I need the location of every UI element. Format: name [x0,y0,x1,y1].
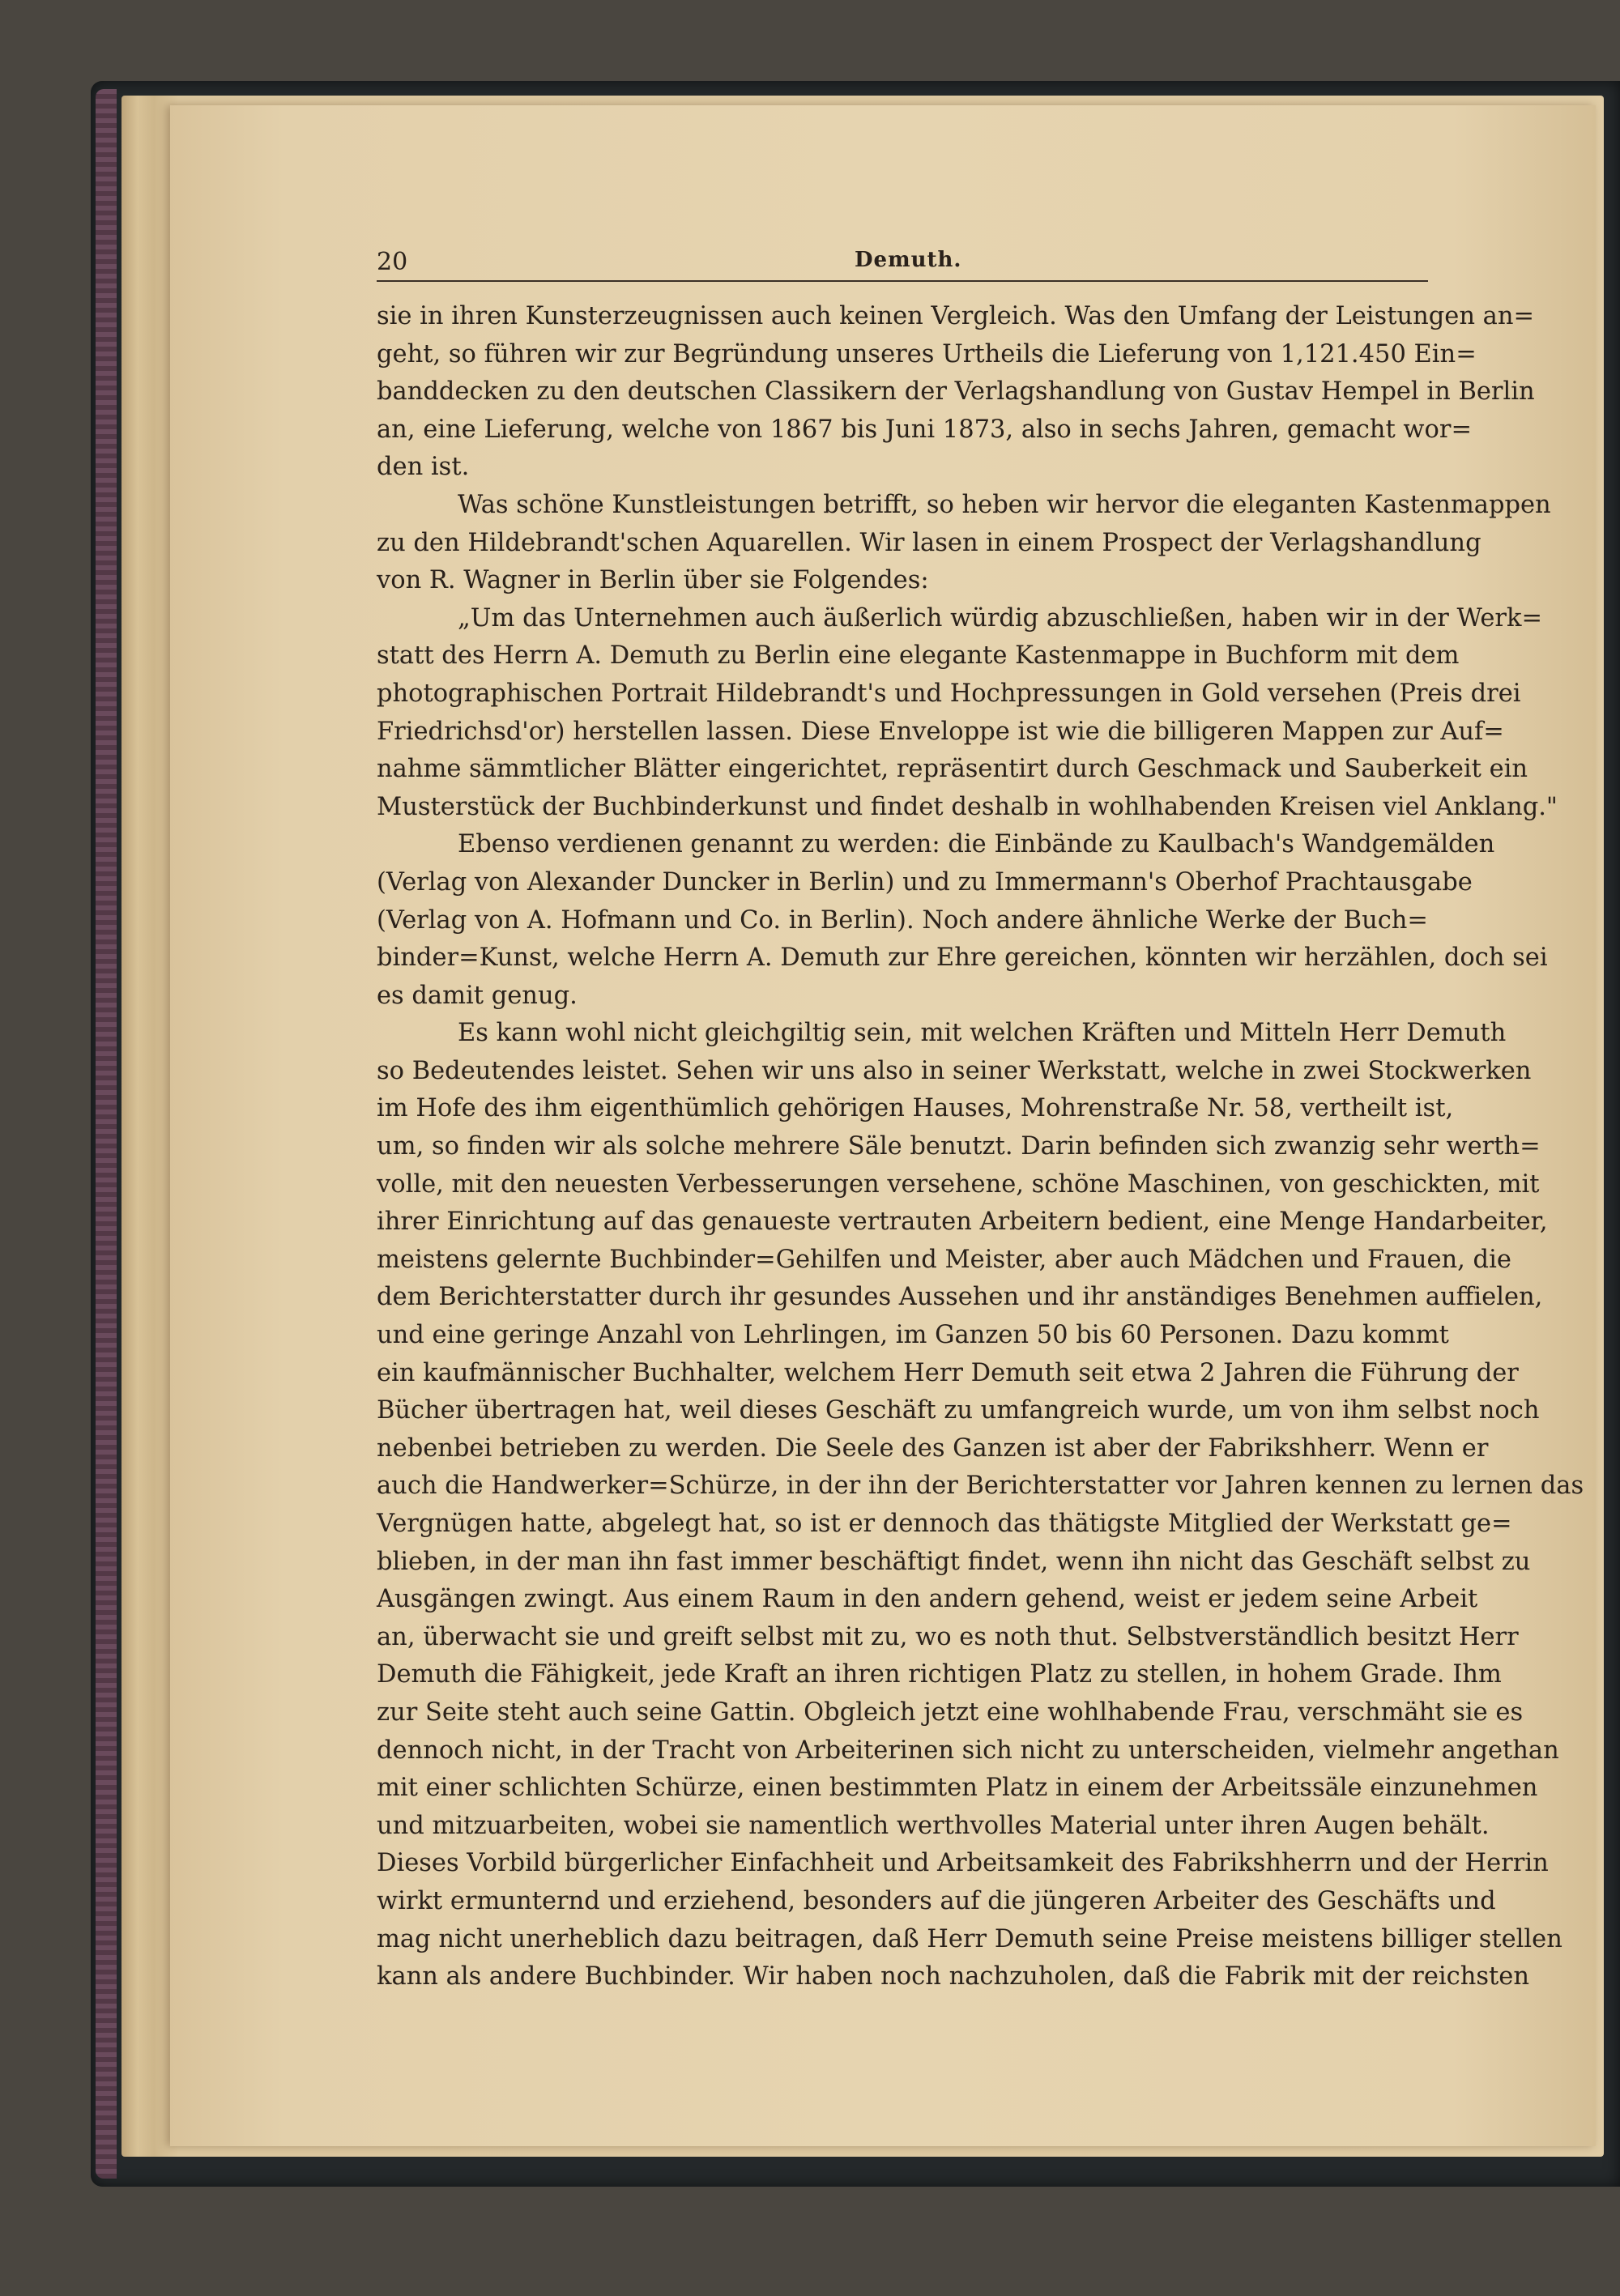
text-line: so Bedeutendes leistet. Sehen wir uns also in seiner Werkstatt, welche in zwei Stockwerken [377,1056,1532,1085]
text-line: ein kaufmännischer Buchhalter, welchem Herr Demuth seit etwa 2 Jahren die Führung der [377,1358,1519,1387]
page-number: 20 [377,248,408,276]
text-line: Musterstück der Buchbinderkunst und findet deshalb in wohlhabenden Kreisen viel Anklang." [377,792,1558,821]
text-line: statt des Herrn A. Demuth zu Berlin eine elegante Kastenmappe in Buchform mit dem [377,641,1460,671]
text-line: an, überwacht sie und greift selbst mit zu, wo es noth thut. Selbstverständlich besitzt Herr [377,1622,1519,1651]
text-line: geht, so führen wir zur Begründung unseres Urtheils die Lieferung von 1,121.450 Ein= [377,339,1477,368]
text-line: (Verlag von Alexander Duncker in Berlin) und zu Immermann's Oberhof Prachtausgabe [377,867,1473,897]
text-line: den ist. [377,453,470,482]
text-line: an, eine Lieferung, welche von 1867 bis Juni 1873, also in sechs Jahren, gemacht wor= [377,415,1473,444]
text-line: um, so finden wir als solche mehrere Säle benutzt. Darin befinden sich zwanzig sehr werth= [377,1132,1541,1161]
text-line: ihrer Einrichtung auf das genaueste vertrauten Arbeitern bedient, eine Menge Handarbeiter, [377,1208,1548,1237]
text-line: Friedrichsd'or) herstellen lassen. Diese Enveloppe ist wie die billigeren Mappen zur Auf= [377,717,1504,746]
text-line: wirkt ermunternd und erziehend, besonders auf die jüngeren Arbeiter des Geschäfts und [377,1886,1496,1915]
book-spine-binding [96,89,117,2179]
body-text [377,298,1584,1996]
running-header [377,243,1430,279]
text-line: blieben, in der man ihn fast immer beschäftigt findet, wenn ihn nicht das Geschäft selbst zu [377,1547,1531,1576]
text-line: und mitzuarbeiten, wobei sie namentlich werthvolles Material unter ihren Augen behält. [377,1811,1490,1840]
header-rule [377,280,1428,282]
text-line: auch die Handwerker=Schürze, in der ihn der Berichterstatter vor Jahren kennen zu lernen das [377,1472,1584,1501]
text-line: Was schöne Kunstleistungen betrifft, so heben wir hervor die eleganten Kastenmappen [458,490,1551,519]
text-line: Bücher übertragen hat, weil dieses Geschäft zu umfangreich wurde, um von ihm selbst noch [377,1396,1540,1425]
text-line: Es kann wohl nicht gleichgiltig sein, mit welchen Kräften und Mitteln Herr Demuth [458,1019,1507,1048]
text-line: dem Berichterstatter durch ihr gesundes Aussehen und ihr anständiges Benehmen auffielen, [377,1283,1543,1312]
text-line: Dieses Vorbild bürgerlicher Einfachheit und Arbeitsamkeit des Fabrikshherrn und der Herrin [377,1849,1549,1878]
text-line: photographischen Portrait Hildebrandt's und Hochpressungen in Gold versehen (Preis drei [377,679,1521,708]
text-line: mit einer schlichten Schürze, einen bestimmten Platz in einem der Arbeitssäle einzunehmen [377,1774,1538,1803]
text-line: Ausgängen zwingt. Aus einem Raum in den andern gehend, weist er jedem seine Arbeit [377,1585,1478,1614]
text-line: zu den Hildebrandt'schen Aquarellen. Wir lasen in einem Prospect der Verlagshandlung [377,528,1481,557]
text-line: volle, mit den neuesten Verbesserungen versehene, schöne Maschinen, von geschickten, mit [377,1169,1540,1199]
text-line: im Hofe des ihm eigenthümlich gehörigen Hauses, Mohrenstraße Nr. 58, vertheilt ist, [377,1094,1454,1123]
text-line: sie in ihren Kunsterzeugnissen auch keinen Vergleich. Was den Umfang der Leistungen an= [377,302,1535,330]
text-line: von R. Wagner in Berlin über sie Folgendes: [377,566,929,595]
text-line: dennoch nicht, in der Tracht von Arbeiterinen sich nicht zu unterscheiden, vielmehr angethan [377,1736,1559,1765]
text-line: „Um das Unternehmen auch äußerlich würdig abzuschließen, haben wir in der Werk= [458,603,1543,633]
text-line: banddecken zu den deutschen Classikern der Verlagshandlung von Gustav Hempel in Berlin [377,377,1535,407]
text-line: nahme sämmtlicher Blätter eingerichtet, repräsentirt durch Geschmack und Sauberkeit ein [377,755,1528,784]
text-line: kann als andere Buchbinder. Wir haben noch nachzuholen, daß die Fabrik mit der reichsten [377,1962,1529,1991]
text-line: zur Seite steht auch seine Gattin. Obgleich jetzt eine wohlhabende Frau, verschmäht sie es [377,1698,1524,1727]
text-line: Ebenso verdienen genannt zu werden: die Einbände zu Kaulbach's Wandgemälden [458,830,1495,859]
text-line: (Verlag von A. Hofmann und Co. in Berlin). Noch andere ähnliche Werke der Buch= [377,905,1428,935]
text-line: Demuth die Fähigkeit, jede Kraft an ihren richtigen Platz zu stellen, in hohem Grade. Ihm [377,1660,1502,1689]
text-line: binder=Kunst, welche Herrn A. Demuth zur Ehre gereichen, könnten wir herzählen, doch sei [377,944,1548,973]
text-line: und eine geringe Anzahl von Lehrlingen, im Ganzen 50 bis 60 Personen. Dazu kommt [377,1321,1449,1350]
running-title: Demuth. [855,248,962,272]
text-line: Vergnügen hatte, abgelegt hat, so ist er dennoch das thätigste Mitglied der Werkstatt ge= [377,1510,1512,1538]
text-line: nebenbei betrieben zu werden. Die Seele des Ganzen ist aber der Fabrikshherr. Wenn er [377,1433,1489,1463]
text-line: meistens gelernte Buchbinder=Gehilfen und Meister, aber auch Mädchen und Frauen, die [377,1245,1511,1274]
text-line: mag nicht unerheblich dazu beitragen, daß Herr Demuth seine Preise meistens billiger stellen [377,1924,1562,1953]
text-line: es damit genug. [377,981,578,1010]
